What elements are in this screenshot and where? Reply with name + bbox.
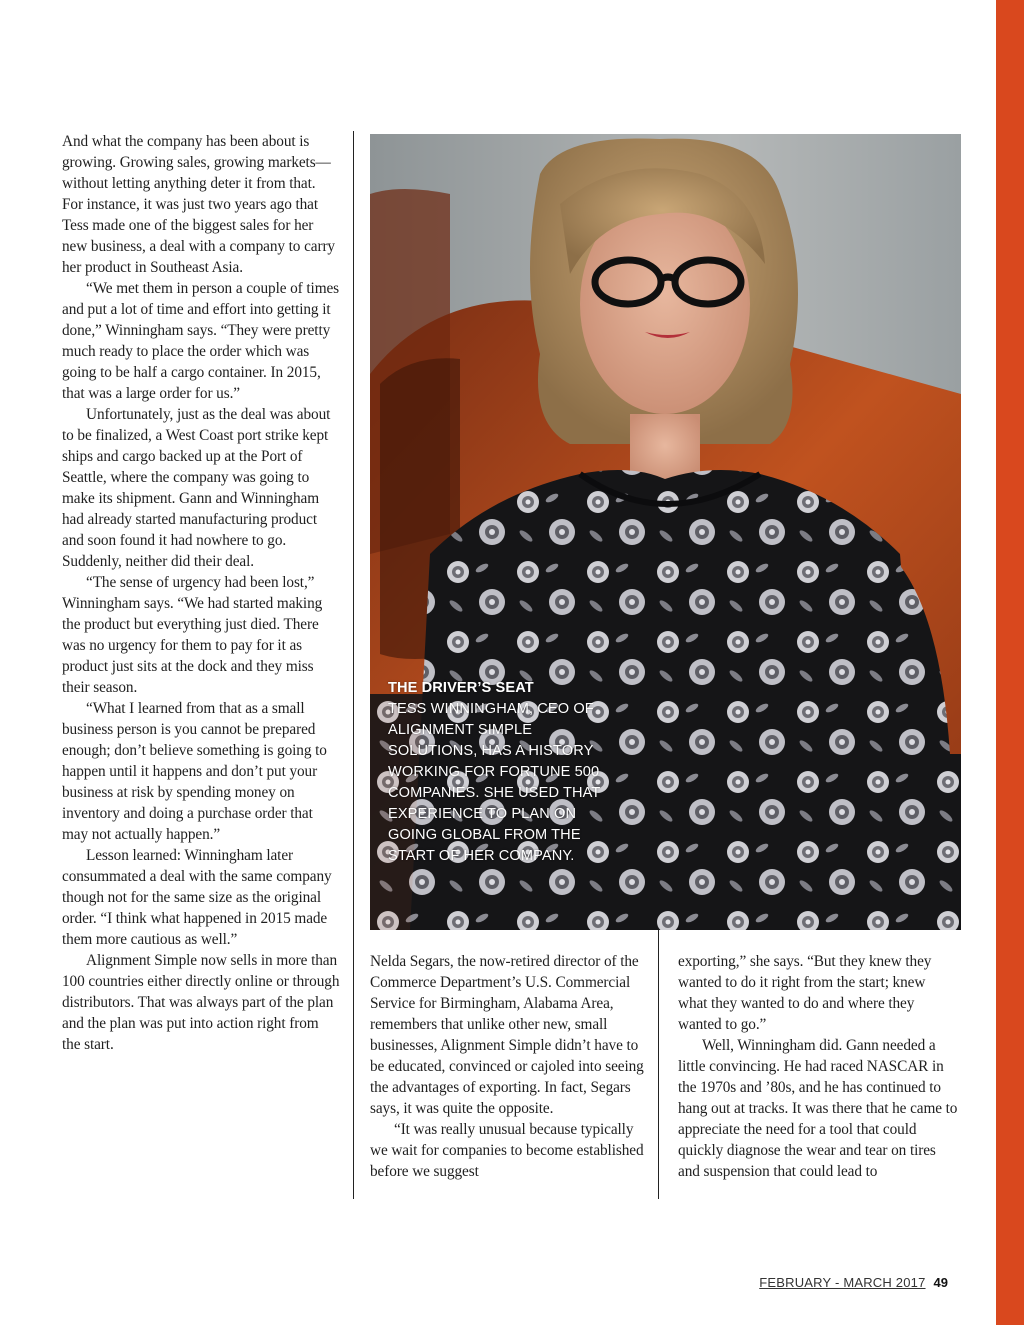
issue-date: FEBRUARY - MARCH 2017 <box>759 1275 926 1290</box>
accent-edge-bar <box>996 0 1024 1325</box>
middle-text-column <box>370 951 644 1182</box>
left-text-column <box>62 131 340 1055</box>
paragraph: exporting,” she says. “But they knew they wanted to do it right from the start; knew what they wanted to do and where they wanted to go.” <box>678 953 932 1033</box>
paragraph: Unfortunately, just as the deal was about to be finalized, a West Coast port strike kept ships and cargo backed up at the Port of Seattle, where the company was going to make its shipment. Gann and Winningham had already started manufacturing product and soon found it had nowhere to go. Suddenly, neither did their deal. <box>62 406 331 570</box>
column-divider <box>353 131 354 1199</box>
caption-heading: THE DRIVER’S SEAT <box>388 680 534 696</box>
paragraph: Alignment Simple now sells in more than 100 countries either directly online or through distributors. That was always part of the plan and the plan was put into action right from the start. <box>62 952 340 1053</box>
paragraph: “We met them in person a couple of times and put a lot of time and effort into getting it done,” Winningham says. “They were pretty much ready to place the order which was going to be half a cargo container. In 2015, that was a large order for us.” <box>62 280 340 402</box>
right-text-column <box>678 951 958 1182</box>
photo-caption <box>388 678 608 867</box>
caption-body: TESS WINNINGHAM, CEO OF ALIGNMENT SIMPLE SOLUTIONS, HAS A HISTORY WORKING FOR FORTUNE 500 COMPANIES. SHE USED THAT EXPERIENCE TO PLAN ON GOING GLOBAL FROM THE START OF HER COMPANY. <box>388 701 601 864</box>
column-divider <box>658 930 659 1199</box>
paragraph: Nelda Segars, the now-retired director of the Commerce Department’s U.S. Commercial Service for Birmingham, Alabama Area, remembers that unlike other new, small businesses, Alignment Simple didn’t have to be educated, convinced or cajoled into seeing the advantages of exporting. In fact, Segars says, it was quite the opposite. <box>370 953 644 1117</box>
paragraph: “It was really unusual because typically we wait for companies to become established before we suggest <box>370 1121 644 1180</box>
page-footer <box>759 1275 948 1290</box>
paragraph: Well, Winningham did. Gann needed a little convincing. He had raced NASCAR in the 1970s and ’80s, and he has continued to hang out at tracks. It was there that he came to appreciate the need for a tool that could quickly diagnose the wear and tear on tires and suspension that could lead to <box>678 1037 958 1180</box>
paragraph: “What I learned from that as a small business person is you cannot be prepared enough; don’t believe something is going to happen until it happens and don’t put your business at risk by spending money on inventory and doing a purchase order that may not actually happen.” <box>62 700 327 843</box>
paragraph: “The sense of urgency had been lost,” Winningham says. “We had started making the product but everything just died. There was no urgency for them to pay for it as product just sits at the dock and they miss their season. <box>62 574 323 696</box>
paragraph: Lesson learned: Winningham later consummated a deal with the same company though not for the same size as the original order. “I think what happened in 2015 made them more cautious as well.” <box>62 847 332 948</box>
paragraph: And what the company has been about is growing. Growing sales, growing markets—without letting anything deter it from that. For instance, it was just two years ago that Tess made one of the biggest sales for her new business, a deal with a company to carry her product in Southeast Asia. <box>62 133 335 276</box>
page-number: 49 <box>933 1275 948 1290</box>
